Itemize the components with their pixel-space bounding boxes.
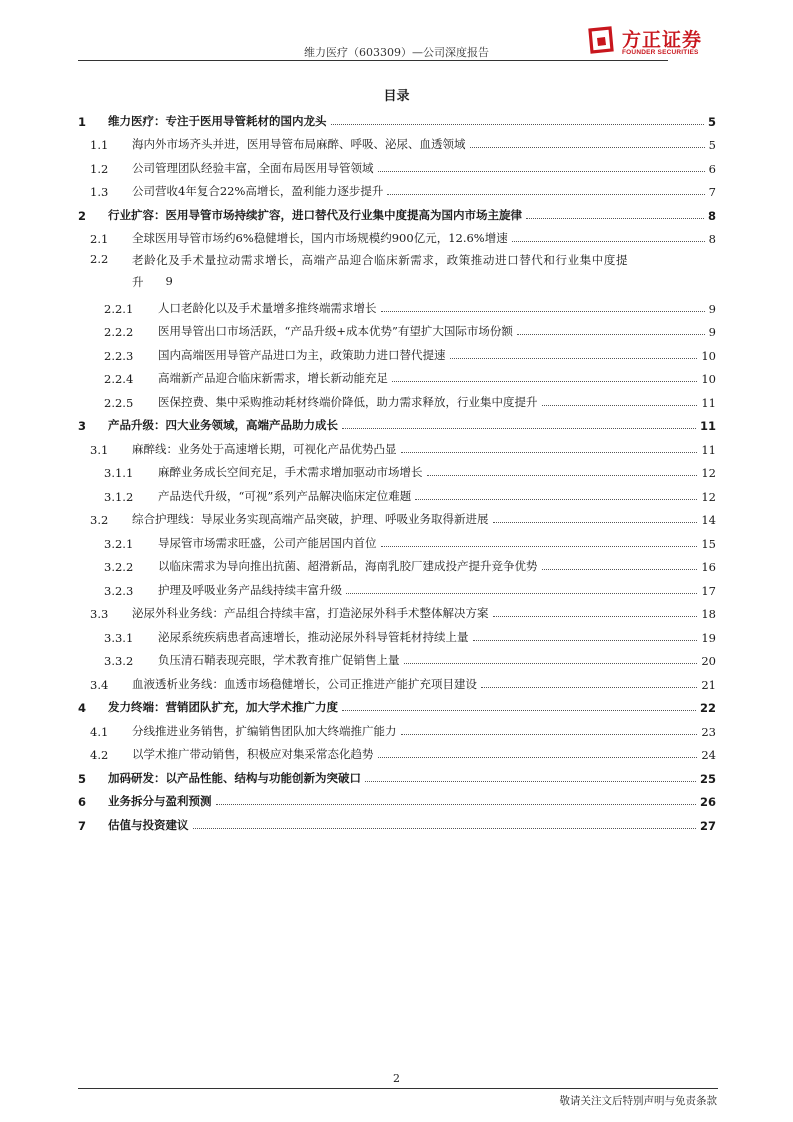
toc-leader-dots (415, 499, 697, 500)
toc-entry-number: 3.2.1 (104, 536, 134, 551)
toc-entry[interactable] (78, 598, 716, 622)
toc-entry-number: 1.1 (90, 138, 109, 152)
toc-entry-number: 5 (78, 771, 87, 786)
toc-entry-number: 1.3 (90, 185, 109, 199)
toc-entry[interactable] (78, 480, 716, 504)
toc-entry-page: 14 (701, 513, 716, 527)
toc-entry[interactable] (78, 786, 716, 810)
toc-entry-text: 导尿管市场需求旺盛，公司产能居国内首位 (158, 535, 377, 550)
toc-entry-number: 2.2.2 (104, 325, 134, 339)
toc-entry-text: 医用导管出口市场活跃，“产品升级+成本优势”有望扩大国际市场份额 (158, 324, 513, 338)
toc-entry-text: 综合护理线：导尿业务实现高端产品突破，护理、呼吸业务取得新进展 (132, 512, 489, 526)
toc-entry-number: 2.2.4 (104, 372, 134, 386)
toc-entry[interactable] (78, 645, 716, 669)
toc-entry-number: 3.2 (90, 513, 109, 527)
toc-entry-page: 21 (701, 677, 716, 692)
toc-entry-number: 3 (78, 419, 87, 433)
toc-entry-text: 全球医用导管市场约6%稳健增长，国内市场规模约900亿元，12.6%增速 (132, 231, 508, 245)
toc-entry-text: 负压清石鞘表现亮眼，学术教育推广促销售上量 (158, 653, 400, 667)
toc-entry-text-line1: 老龄化及手术量拉动需求增长，高端产品迎合临床新需求，政策推动进口替代和行业集中度提 (132, 253, 629, 267)
header-divider (78, 60, 668, 61)
toc-entry-number: 3.3.2 (104, 654, 134, 668)
toc-entry-text: 护理及呼吸业务产品线持续丰富升级 (158, 582, 342, 597)
toc-entry-text: 行业扩容：医用导管市场持续扩容，进口替代及行业集中度提高为国内市场主旋律 (108, 207, 522, 222)
toc-entry-page: 11 (701, 395, 716, 410)
toc-entry[interactable] (78, 809, 716, 833)
toc-entry-text: 分线推进业务销售，扩编销售团队加大终端推广能力 (132, 723, 397, 738)
toc-entry[interactable] (78, 339, 716, 363)
footer-divider (78, 1088, 718, 1089)
toc-leader-dots (387, 194, 704, 195)
toc-entry-text: 加码研发：以产品性能、结构与功能创新为突破口 (108, 770, 361, 785)
toc-entry-text: 海内外市场齐头并进，医用导管布局麻醉、呼吸、泌尿、血透领域 (132, 137, 466, 151)
toc-entry-page: 25 (699, 771, 716, 786)
toc-entry-page: 7 (708, 185, 716, 199)
toc-entry-page: 10 (701, 372, 716, 386)
toc-entry[interactable] (78, 574, 716, 598)
toc-entry-page: 8 (707, 208, 716, 223)
toc-entry-number: 3.2.3 (104, 583, 134, 598)
toc-entry[interactable] (78, 527, 716, 551)
logo-text-cn: 方正证券 (622, 29, 703, 51)
toc-entry-text: 以临床需求为导向推出抗菌、超滑新品，海南乳胶厂建成投产提升竞争优势 (158, 559, 538, 573)
toc-entry-page: 22 (699, 701, 716, 715)
toc-entry-page: 17 (701, 583, 716, 598)
toc-leader-dots (381, 311, 705, 312)
toc-entry-number: 7 (78, 818, 87, 833)
toc-entry-number: 3.3 (90, 607, 109, 621)
toc-entry-text: 麻醉业务成长空间充足，手术需求增加驱动市场增长 (158, 465, 423, 479)
toc-entry-text: 血液透析业务线：血透市场稳健增长，公司正推进产能扩充项目建设 (132, 676, 477, 691)
toc-entry[interactable] (78, 152, 716, 176)
toc-leader-dots (216, 804, 696, 805)
toc-entry-text: 泌尿外科业务线：产品组合持续丰富，打造泌尿外科手术整体解决方案 (132, 606, 489, 620)
toc-entry-page: 12 (701, 489, 716, 504)
toc-entry-page: 9 (708, 325, 716, 339)
table-of-contents (78, 105, 716, 833)
toc-entry[interactable] (78, 762, 716, 786)
toc-entry[interactable] (78, 621, 716, 645)
toc-entry-page: 24 (701, 748, 716, 762)
toc-entry-number: 4 (78, 701, 87, 715)
toc-entry-number: 3.3.1 (104, 630, 134, 645)
toc-entry-text: 产品迭代升级，“可视”系列产品解决临床定位难题 (158, 488, 412, 503)
toc-leader-dots (346, 593, 697, 594)
toc-entry[interactable] (78, 199, 716, 223)
toc-leader-dots (481, 687, 697, 688)
toc-leader-dots (542, 405, 698, 406)
toc-entry-number: 2.2.5 (104, 395, 134, 410)
toc-leader-dots (526, 218, 704, 219)
toc-leader-dots (401, 734, 698, 735)
toc-leader-dots (493, 522, 698, 523)
toc-entry-page: 27 (699, 818, 716, 833)
toc-entry-page: 23 (701, 724, 716, 739)
founder-securities-logo (588, 24, 718, 60)
toc-leader-dots (517, 334, 705, 335)
toc-entry-text: 医保控费、集中采购推动耗材终端价降低，助力需求释放，行业集中度提升 (158, 394, 538, 409)
toc-leader-dots (193, 828, 696, 829)
toc-entry-page: 18 (701, 607, 716, 621)
toc-entry[interactable] (78, 668, 716, 692)
toc-entry-page: 8 (708, 232, 716, 246)
toc-leader-dots (427, 475, 698, 476)
toc-entry[interactable] (78, 176, 716, 200)
toc-entry-page: 11 (701, 442, 716, 457)
toc-entry[interactable] (78, 223, 716, 247)
toc-entry[interactable] (78, 386, 716, 410)
toc-leader-dots (512, 241, 705, 242)
toc-entry-number: 2.2.1 (104, 301, 134, 316)
toc-entry-number: 2.2.3 (104, 348, 134, 363)
toc-entry-text: 发力终端：营销团队扩充，加大学术推广力度 (108, 700, 338, 714)
toc-entry-text: 产品升级：四大业务领域，高端产品助力成长 (108, 418, 338, 432)
toc-leader-dots (401, 452, 698, 453)
toc-entry[interactable] (78, 105, 716, 129)
report-header-title: 维力医疗（603309）—公司深度报告 (304, 46, 489, 59)
toc-entry-number: 4.2 (90, 748, 109, 762)
toc-entry-text: 公司营收4年复合22%高增长，盈利能力逐步提升 (132, 184, 384, 198)
toc-entry-number: 6 (78, 795, 87, 809)
toc-entry-text-line2: 升 (132, 275, 144, 289)
toc-entry[interactable] (78, 504, 716, 528)
toc-entry-page: 15 (701, 536, 716, 551)
toc-entry-page: 10 (701, 348, 716, 363)
toc-entry-number: 3.1.1 (104, 466, 134, 480)
toc-leader-dots (365, 781, 696, 782)
toc-entry[interactable] (78, 433, 716, 457)
toc-entry-page: 11 (699, 419, 716, 433)
toc-entry-page: 20 (701, 654, 716, 668)
toc-entry-number: 3.2.2 (104, 560, 134, 574)
logo-text-en: FOUNDER SECURITIES (622, 49, 699, 56)
toc-leader-dots (542, 569, 698, 570)
toc-leader-dots (404, 663, 698, 664)
toc-entry-number: 3.1 (90, 442, 109, 457)
toc-leader-dots (378, 757, 698, 758)
toc-entry[interactable] (78, 363, 716, 387)
toc-entry[interactable] (78, 692, 716, 716)
toc-entry-page: 12 (701, 466, 716, 480)
toc-entry-page: 5 (707, 114, 716, 129)
toc-entry-text: 国内高端医用导管产品进口为主，政策助力进口替代提速 (158, 347, 446, 362)
toc-entry[interactable] (78, 739, 716, 763)
toc-leader-dots (342, 710, 696, 711)
toc-entry-text: 麻醉线：业务处于高速增长期，可视化产品优势凸显 (132, 441, 397, 456)
toc-entry-page: 26 (699, 795, 716, 809)
toc-entry[interactable] (78, 316, 716, 340)
footer-disclaimer: 敬请关注文后特别声明与免责条款 (559, 1095, 717, 1107)
toc-leader-dots (342, 428, 696, 429)
toc-entry-text: 业务拆分与盈利预测 (108, 794, 212, 808)
toc-leader-dots (392, 381, 697, 382)
toc-leader-dots (473, 640, 698, 641)
toc-entry-page: 5 (708, 138, 716, 152)
toc-entry-number: 1 (78, 114, 87, 129)
toc-entry-number: 3.1.2 (104, 489, 134, 504)
toc-entry-page: 19 (701, 630, 716, 645)
toc-entry-number: 3.4 (90, 677, 109, 692)
toc-entry-page: 16 (701, 560, 716, 574)
toc-entry-text: 泌尿系统疾病患者高速增长，推动泌尿外科导管耗材持续上量 (158, 629, 469, 644)
toc-entry-page: 9 (708, 301, 716, 316)
toc-entry[interactable] (78, 410, 716, 434)
toc-leader-dots (331, 124, 704, 125)
toc-entry-page: 9 (165, 274, 173, 288)
toc-entry-number: 2.1 (90, 232, 109, 246)
toc-entry-number: 1.2 (90, 161, 109, 176)
toc-entry-text: 维力医疗：专注于医用导管耗材的国内龙头 (108, 113, 327, 128)
toc-entry-number: 4.1 (90, 724, 109, 739)
toc-entry[interactable] (78, 715, 716, 739)
toc-title: 目录 (383, 89, 410, 104)
toc-entry[interactable] (78, 551, 716, 575)
toc-entry-page: 6 (708, 161, 716, 176)
page-number: 2 (393, 1072, 400, 1085)
toc-leader-dots (470, 147, 705, 148)
toc-entry-text: 以学术推广带动销售，积极应对集采常态化趋势 (132, 747, 374, 761)
toc-entry-text: 公司管理团队经验丰富，全面布局医用导管领域 (132, 160, 374, 175)
toc-leader-dots (493, 616, 698, 617)
toc-leader-dots (378, 171, 705, 172)
toc-entry-number: 2.2 (90, 252, 109, 266)
founder-logo-icon (588, 26, 614, 54)
toc-entry[interactable] (78, 246, 716, 292)
toc-entry[interactable] (78, 129, 716, 153)
toc-entry[interactable] (78, 457, 716, 481)
toc-entry-text: 估值与投资建议 (108, 817, 189, 832)
toc-entry-number: 2 (78, 208, 87, 223)
toc-entry-text: 高端新产品迎合临床新需求，增长新动能充足 (158, 371, 388, 385)
toc-entry[interactable] (78, 292, 716, 316)
toc-entry-text: 人口老龄化以及手术量增多推终端需求增长 (158, 300, 377, 315)
toc-leader-dots (381, 546, 698, 547)
toc-leader-dots (450, 358, 698, 359)
